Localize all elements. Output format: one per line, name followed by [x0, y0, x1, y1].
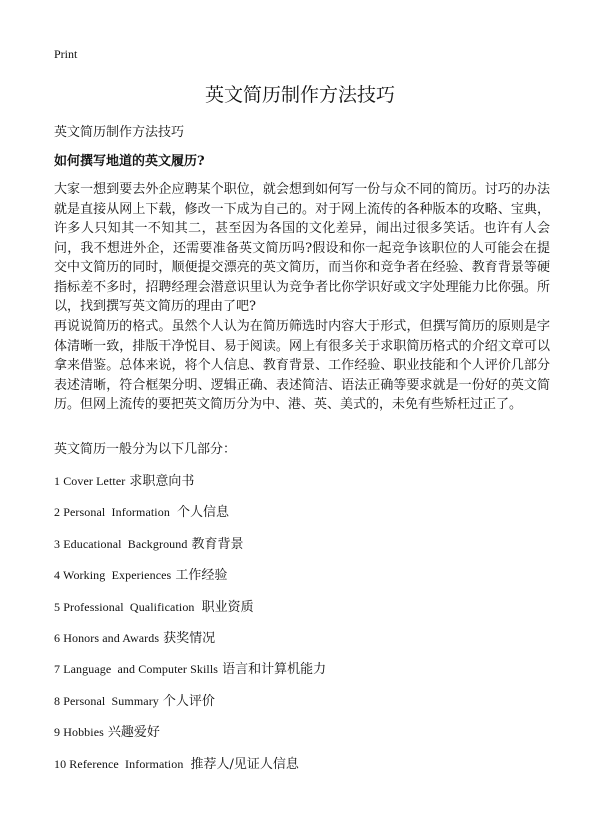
list-item-zh: 教育背景: [191, 536, 244, 552]
list-item-en: 5 Professional Qualification: [54, 599, 198, 614]
list-item: [54, 753, 326, 784]
paragraph-format: 再说说简历的格式。虽然个人认为在简历筛选时内容大于形式，但撰写简历的原则是字体清晰一致，排版干净悦目、易于阅读。网上有很多关于求职简历格式的介绍文章可以拿来借鉴。总体来说，将个人信息、教育背景、工作经验、职业技能和个人评价几部分表述清晰，符合框架分明、逻辑正确、表述简洁、语法正确等要求就是一份好的英文简历。但网上流传的要把英文简历分为中、港、英、美式的，未免有些矫枉过正了。: [54, 319, 550, 412]
list-item-zh: 职业资质: [201, 599, 254, 615]
paragraph-intro: 大家一想到要去外企应聘某个职位，就会想到如何写一份与众不同的简历。讨巧的办法就是直接从网上下载，修改一下成为自己的。对于网上流传的各种版本的攻略、宝典，许多人只知其一不知其二，甚至因为各国的文化差异，闹出过很多笑话。也许有人会问，我不想进外企，还需要准备英文简历吗?假设和你一起竞争该职位的人可能会在提交中文简历的同时，顺便提交漂亮的英文简历，而当你和竞争者在经验、教育背景等硬指标差不多时，招聘经理会潜意识里认为竞争者比你学识好或文字处理能力比你强。所以，找到撰写英文简历的理由了吧?: [54, 182, 550, 314]
list-item-zh: 个人信息: [177, 505, 230, 521]
list-item-en: 1 Cover Letter: [54, 474, 126, 488]
list-item-en: 6 Honors and Awards: [54, 630, 160, 645]
list-item-en: 2 Personal Information: [54, 505, 174, 520]
list-item: [54, 501, 326, 532]
list-item: [54, 658, 326, 689]
list-item-en: 3 Educational Background: [54, 536, 188, 551]
list-item-zh: 推荐人/见证人信息: [190, 756, 299, 772]
print-header: Print: [54, 47, 78, 61]
list-item: [54, 690, 326, 721]
list-item: [54, 564, 326, 595]
list-item-en: 8 Personal Summary: [54, 693, 159, 708]
list-item: [54, 470, 326, 501]
list-item-en: 4 Working Experiences: [54, 568, 172, 583]
document-title: 英文简历制作方法技巧: [204, 84, 395, 106]
list-item: [54, 596, 326, 627]
resume-sections-list: [54, 470, 326, 784]
list-item-en: 10 Reference Information: [54, 756, 187, 771]
document-subtitle: 英文简历制作方法技巧: [54, 125, 185, 140]
list-item-zh: 语言和计算机能力: [222, 662, 327, 678]
list-item-en: 7 Language and Computer Skills: [54, 662, 219, 677]
list-item: [54, 721, 326, 752]
list-item: [54, 627, 326, 658]
section-heading: 如何撰写地道的英文履历?: [54, 154, 205, 169]
list-item-zh: 获奖情况: [163, 630, 216, 646]
list-intro: 英文简历一般分为以下几部分：: [54, 442, 237, 457]
list-item-zh: 兴趣爱好: [107, 725, 160, 741]
list-item-zh: 个人评价: [162, 693, 215, 709]
list-item: [54, 533, 326, 564]
list-item-zh: 求职意向书: [129, 474, 195, 489]
list-item-en: 9 Hobbies: [54, 725, 104, 740]
list-item-zh: 工作经验: [175, 568, 228, 584]
